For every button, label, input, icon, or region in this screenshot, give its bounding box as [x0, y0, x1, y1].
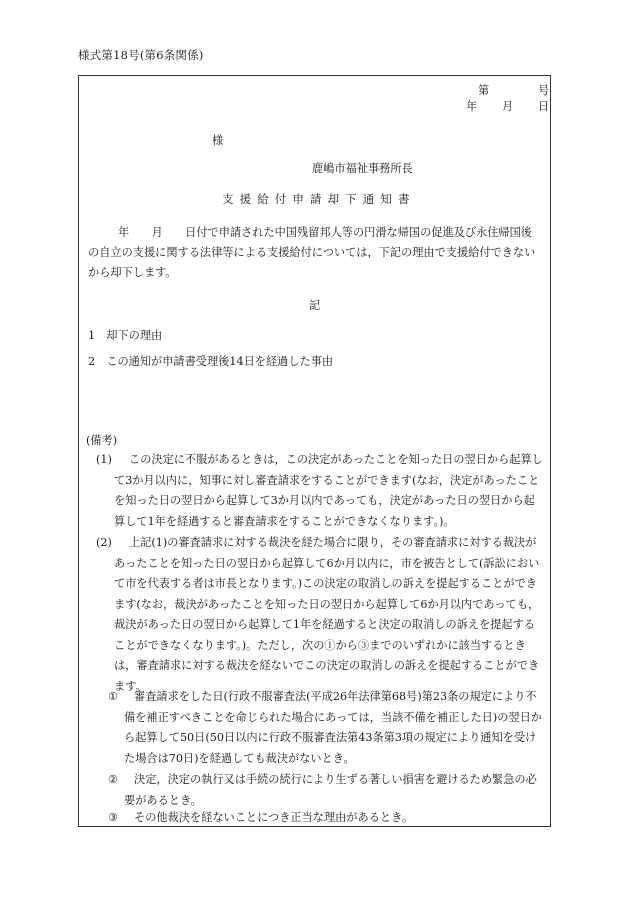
sender-name: 鹿嶋市福祉事務所長 — [312, 162, 413, 175]
subnote-marker: ② — [108, 773, 119, 786]
ki-heading: 記 — [309, 299, 321, 312]
subnote-text: 審査請求をした日(行政不服審査法(平成26年法律第68号)第23条の規定により不備を補正すべきことを命じられた場合にあっては，当該不備を補正した日)の翌日から起算して50日(50日以内に行政不服審査法第43条第3項の規定により通知を受けた場合は70日)を経過しても裁決がないとき。 — [124, 690, 542, 765]
note-text: この決定に不服があるときは，この決定があったことを知った日の翌日から起算して3か月以内に，知事に対し審査請求をすることができます(なお，決定があったことを知った日の翌日から起算して3か月以内であっても，決定があった日の翌日から起算して1年を経過すると審査請求をすることができなくなります。)。 — [114, 453, 543, 528]
remarks-heading: (備考) — [86, 434, 118, 447]
item-delay-reason: 2 この通知が申請書受理後14日を経過した事由 — [88, 355, 334, 368]
note-text: 上記(1)の審査請求に対する裁決を経た場合に限り，その審査請求に対する裁決があったことを知った日の翌日から起算して6か月以内に，市を被告として(訴訟において市を代表する者は市長となります。)この決定の取消しの訴えを提起することができます(なお，裁決があったことを知った日の翌日から起算して6か月以内であっても，裁決があった日の翌日から起算して1年を経過すると決定の取消しの訴えを提起することができなくなります。)。ただし，次の①から③までのいずれかに該当するときは，審査請求に対する裁決を経ないでこの決定の取消しの訴えを提起することができます。 — [114, 536, 540, 693]
note-marker: (1) — [96, 453, 112, 466]
document-title: 支援給付申請却下通知書 — [222, 192, 416, 206]
date-year-label: 年 — [466, 100, 478, 113]
body-text: 年 月 日付で申請された中国残留邦人等の円滑な帰国の促進及び永住帰国後の自立の支援に関する法律等による支援給付については，下記の理由で支援給付できないから却下します。 — [88, 226, 536, 279]
date-day-label: 日 — [538, 100, 550, 113]
addressee-suffix: 様 — [212, 134, 224, 147]
subnote-text: その他裁決を経ないことにつき正当な理由があるとき。 — [134, 811, 414, 824]
subnote-text: 決定，決定の執行又は手続の続行により生ずる著しい損害を避けるため緊急の必要があるとき。 — [124, 773, 537, 807]
body-paragraph — [88, 223, 543, 283]
form-number-label: 様式第18号(第6条関係) — [78, 48, 204, 62]
document-number-label: 第 — [478, 84, 490, 97]
note-marker: (2) — [96, 536, 112, 549]
item-rejection-reason: 1 却下の理由 — [88, 329, 163, 342]
document-number-suffix: 号 — [538, 84, 550, 97]
date-month-label: 月 — [502, 100, 514, 113]
subnote-marker: ① — [108, 690, 119, 703]
subnote-marker: ③ — [108, 811, 119, 824]
